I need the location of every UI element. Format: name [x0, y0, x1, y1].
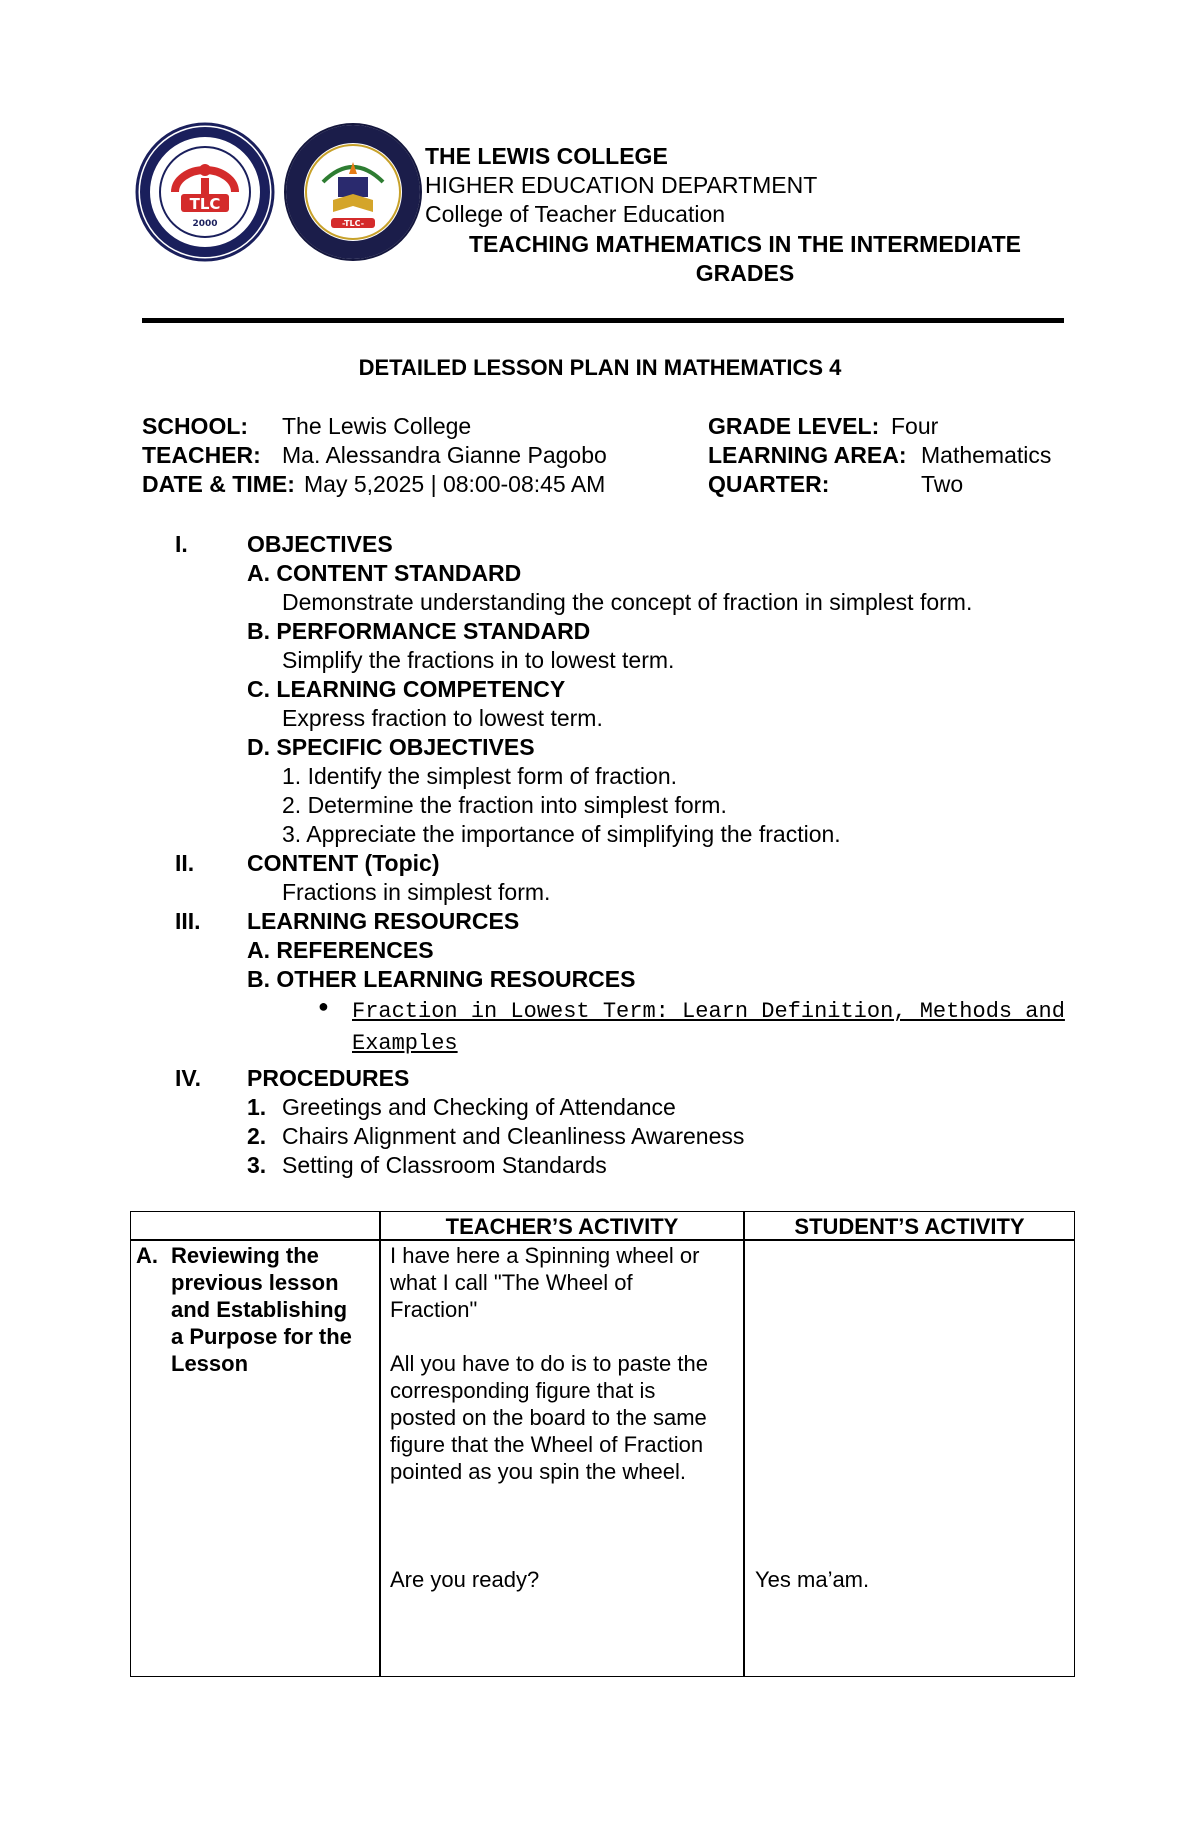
- school-value: The Lewis College: [282, 413, 472, 439]
- teacher-education-logo: [283, 122, 423, 262]
- course-title-line1: TEACHING MATHEMATICS IN THE INTERMEDIATE: [469, 231, 1021, 257]
- teacher-line: posted on the board to the same: [390, 1405, 707, 1430]
- teacher-line: Fraction": [390, 1297, 478, 1322]
- column-divider: [379, 1212, 381, 1676]
- student-activity-header: STUDENT’S ACTIVITY: [794, 1214, 1025, 1239]
- area-value: Mathematics: [921, 442, 1052, 468]
- teacher-line: figure that the Wheel of Fraction: [390, 1432, 704, 1457]
- teacher-question: Are you ready?: [390, 1567, 540, 1592]
- teacher-activity-header: TEACHER’S ACTIVITY: [445, 1214, 679, 1239]
- school-label: SCHOOL:: [142, 413, 249, 439]
- svg-text:TLC: TLC: [189, 195, 221, 213]
- section-iv-title: PROCEDURES: [247, 1065, 410, 1091]
- specific-objective-item: 3. Appreciate the importance of simplifying the fraction.: [282, 821, 841, 847]
- teacher-label: TEACHER:: [142, 442, 261, 468]
- procedure-number: 2.: [247, 1123, 267, 1149]
- svg-text:-TLC-: -TLC-: [341, 219, 365, 228]
- teacher-paragraph-1: [390, 1242, 699, 1323]
- row-a-title-line: Reviewing the: [171, 1243, 319, 1268]
- teacher-line: I have here a Spinning wheel or: [390, 1243, 700, 1268]
- section-iii-number: III.: [175, 908, 201, 934]
- teacher-line: corresponding figure that is: [390, 1378, 656, 1403]
- procedure-text: Setting of Classroom Standards: [282, 1152, 607, 1178]
- resource-link[interactable]: [352, 996, 1065, 1060]
- procedure-number: 1.: [247, 1094, 267, 1120]
- column-divider: [743, 1212, 745, 1676]
- teacher-value: Ma. Alessandra Gianne Pagobo: [282, 442, 607, 468]
- procedure-text: Chairs Alignment and Cleanliness Awareness: [282, 1123, 745, 1149]
- header-divider: [142, 318, 1064, 323]
- section-iv-number: IV.: [175, 1065, 202, 1091]
- datetime-label: DATE & TIME:: [142, 471, 295, 497]
- quarter-label: QUARTER:: [708, 471, 830, 497]
- svg-text:2000: 2000: [192, 219, 218, 229]
- specific-objective-item: 2. Determine the fraction into simplest form.: [282, 792, 727, 818]
- teacher-line: pointed as you spin the wheel.: [390, 1459, 686, 1484]
- other-resources-label: B. OTHER LEARNING RESOURCES: [247, 966, 636, 992]
- procedure-text: Greetings and Checking of Attendance: [282, 1094, 676, 1120]
- grade-label: GRADE LEVEL:: [708, 413, 880, 439]
- document-title: DETAILED LESSON PLAN IN MATHEMATICS 4: [358, 355, 842, 380]
- row-a-title: [171, 1242, 352, 1377]
- references-label: A. REFERENCES: [247, 937, 434, 963]
- specific-objective-item: 1. Identify the simplest form of fraction.: [282, 763, 677, 789]
- teacher-paragraph-2: [390, 1350, 708, 1485]
- content-standard-text: Demonstrate understanding the concept of fraction in simplest form.: [282, 589, 973, 615]
- section-i-number: I.: [175, 531, 188, 557]
- content-standard-label: A. CONTENT STANDARD: [247, 560, 522, 586]
- teacher-line: All you have to do is to paste the: [390, 1351, 708, 1376]
- datetime-value: May 5,2025 | 08:00-08:45 AM: [304, 471, 606, 497]
- content-topic-text: Fractions in simplest form.: [282, 879, 551, 905]
- quarter-value: Two: [921, 471, 964, 497]
- learning-competency-label: C. LEARNING COMPETENCY: [247, 676, 566, 702]
- activity-table: [130, 1211, 1075, 1677]
- row-a-title-line: previous lesson: [171, 1270, 339, 1295]
- section-iii-title: LEARNING RESOURCES: [247, 908, 520, 934]
- teacher-line: what I call "The Wheel of: [390, 1270, 633, 1295]
- row-a-title-line: Lesson: [171, 1351, 249, 1376]
- course-title: [425, 230, 1065, 288]
- bullet-icon: ●: [318, 996, 329, 1016]
- performance-standard-text: Simplify the fractions in to lowest term.: [282, 647, 675, 673]
- procedure-number: 3.: [247, 1152, 267, 1178]
- lewis-college-logo: [135, 122, 275, 262]
- department-name: HIGHER EDUCATION DEPARTMENT: [425, 172, 818, 198]
- resource-link-line1[interactable]: Fraction in Lowest Term: Learn Definition, Methods and: [352, 999, 1065, 1024]
- grade-value: Four: [891, 413, 939, 439]
- row-a-title-line: a Purpose for the: [171, 1324, 352, 1349]
- course-title-line2: GRADES: [695, 260, 795, 286]
- performance-standard-label: B. PERFORMANCE STANDARD: [247, 618, 591, 644]
- student-answer: Yes ma’am.: [755, 1567, 870, 1592]
- learning-competency-text: Express fraction to lowest term.: [282, 705, 603, 731]
- section-ii-title: CONTENT (Topic): [247, 850, 440, 876]
- section-ii-number: II.: [175, 850, 195, 876]
- resource-link-line2[interactable]: Examples: [352, 1031, 458, 1056]
- row-a-title-line: and Establishing: [171, 1297, 348, 1322]
- row-a-letter: A.: [136, 1243, 158, 1268]
- area-label: LEARNING AREA:: [708, 442, 907, 468]
- college-unit: College of Teacher Education: [425, 201, 726, 227]
- section-i-title: OBJECTIVES: [247, 531, 393, 557]
- specific-objectives-label: D. SPECIFIC OBJECTIVES: [247, 734, 535, 760]
- college-name: THE LEWIS COLLEGE: [425, 143, 668, 169]
